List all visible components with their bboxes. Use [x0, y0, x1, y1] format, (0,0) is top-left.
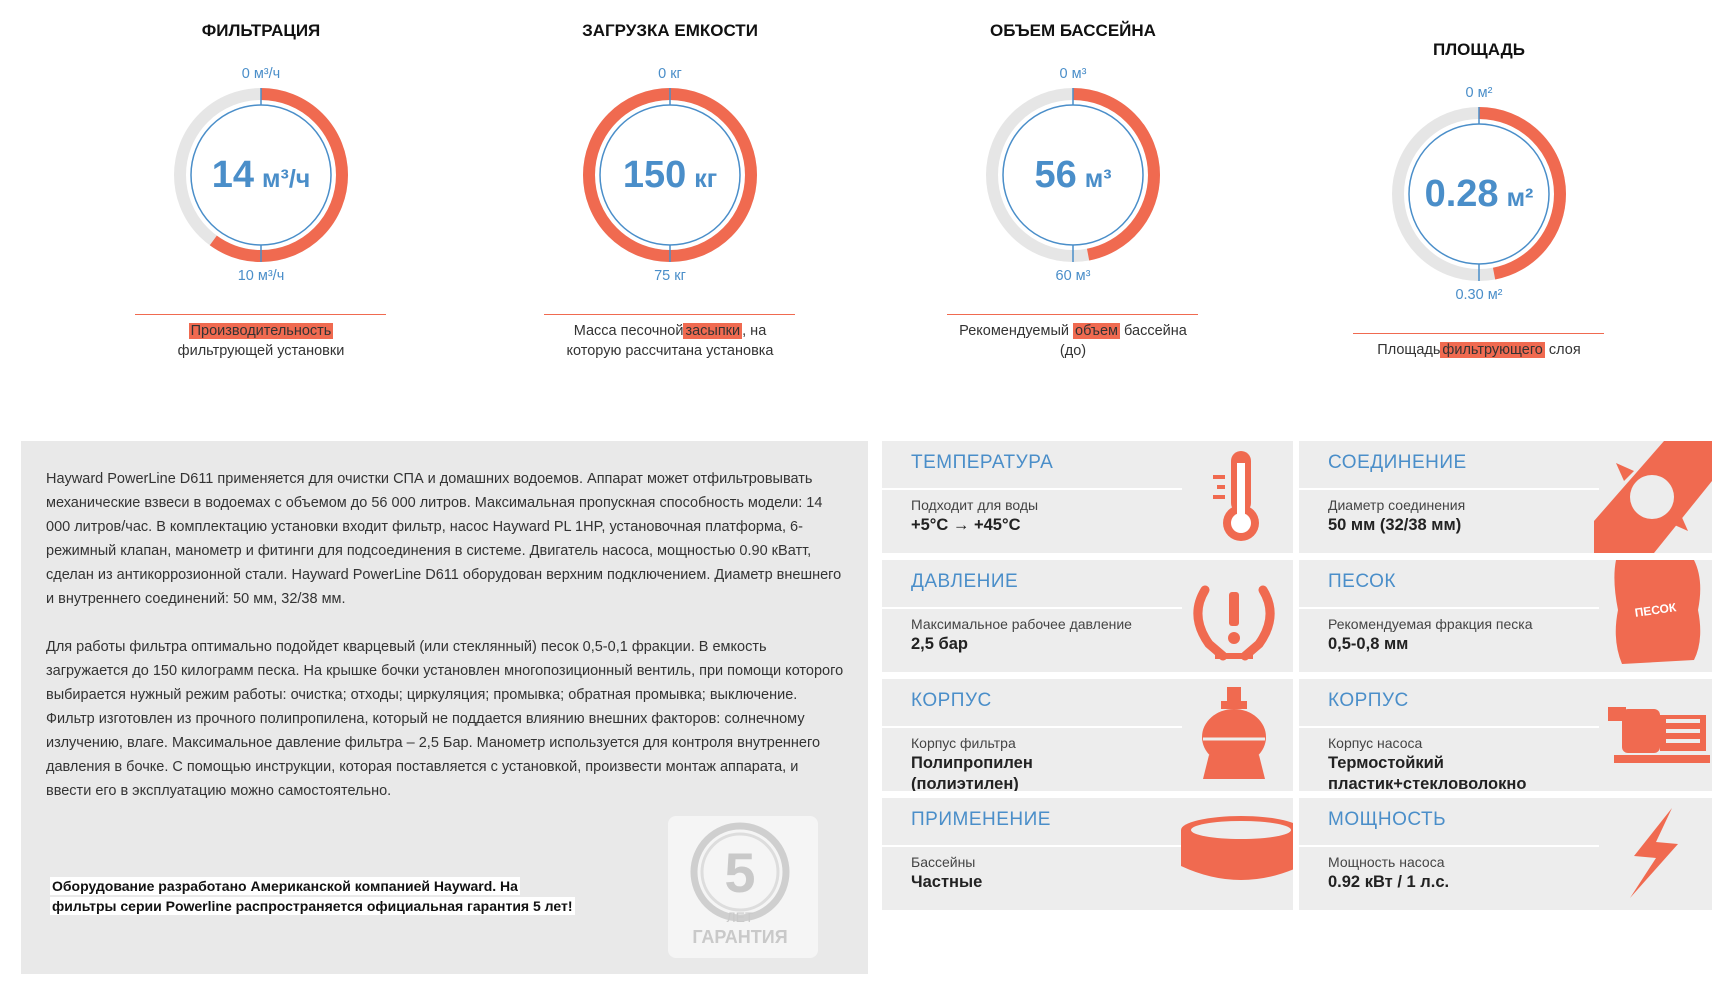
- warranty-badge-icon: [668, 816, 818, 958]
- gauge-min-label: 0 м²: [1465, 85, 1493, 101]
- lightning-icon: [1594, 798, 1712, 910]
- spec-card-connection: [1299, 441, 1712, 553]
- gauge-max-label: 75 кг: [654, 268, 686, 284]
- spec-card-pump-body: [1299, 679, 1712, 791]
- spec-divider: [882, 845, 1182, 847]
- warranty-badge: [668, 816, 818, 958]
- gauge-dial: [1349, 77, 1609, 311]
- spec-divider: [882, 488, 1182, 490]
- gauge-area: [1349, 0, 1609, 370]
- spec-title: ТЕМПЕРАТУРА: [911, 452, 1054, 473]
- svg-text:ЛЕТ: ЛЕТ: [726, 909, 754, 925]
- pump-icon: [1594, 679, 1712, 791]
- svg-text:ПЕСОК: ПЕСОК: [1633, 600, 1678, 620]
- pressure-warning-icon: [1175, 560, 1293, 672]
- thermometer-icon: [1175, 441, 1293, 553]
- gauge-dial: [943, 58, 1203, 292]
- pool-icon: [1175, 798, 1293, 910]
- spec-label: Корпус фильтра: [911, 735, 1016, 751]
- spec-title: КОРПУС: [911, 690, 992, 711]
- highlight: Производительность: [190, 323, 332, 339]
- gauge-filtration: [131, 0, 391, 370]
- pipe-connection-icon: [1594, 441, 1712, 553]
- gauge-dial: [540, 58, 800, 292]
- gauge-divider: [947, 314, 1198, 315]
- spec-label: Диаметр соединения: [1328, 497, 1466, 513]
- gauge-max-label: 0.30 м²: [1455, 287, 1503, 303]
- spec-value: 0,5-0,8 мм: [1328, 635, 1409, 653]
- gauge-dial: [131, 58, 391, 292]
- spec-title: ДАВЛЕНИЕ: [911, 571, 1019, 592]
- svg-text:5: 5: [724, 841, 756, 904]
- description-paragraph-1: Hayward PowerLine D611 применяется для очистки СПА и домашних водоемов. Аппарат может отфильтровывать механические взвеси в водоемах с объемом до 56 000 литров. Максимальная пропускная способность модели: 14 000 литров/час. В комплектацию установки входит фильтр, насос Hayward PL 1HP, установочная платформа, 6-режимный клапан, манометр и фитинги для подсоединения в системе. Двигатель насоса, мощностью 0.90 кВатт, сделан из антикоррозионной стали. Hayward PowerLine D611 оборудован верхним подключением. Диаметр внешнего и внутреннего соединений: 50 мм, 32/38 мм.: [46, 471, 842, 607]
- spec-label: Максимальное рабочее давление: [911, 616, 1132, 632]
- spec-label: Мощность насоса: [1328, 854, 1445, 870]
- gauge-value: 14 м³/ч: [211, 154, 311, 196]
- gauge-min-label: 0 кг: [658, 66, 682, 82]
- spec-value: 2,5 бар: [911, 635, 968, 653]
- spec-label: Подходит для воды: [911, 497, 1039, 513]
- gauge-value: 56 м³: [1034, 154, 1112, 196]
- spec-title: КОРПУС: [1328, 690, 1409, 711]
- gauge-description: Производительность фильтрующей установки: [177, 323, 345, 359]
- spec-title: ПРИМЕНЕНИЕ: [911, 809, 1051, 830]
- gauge-min-label: 0 м³: [1059, 66, 1087, 82]
- spec-title: МОЩНОСТЬ: [1328, 809, 1447, 830]
- spec-divider: [1299, 607, 1599, 609]
- gauge-title: ПЛОЩАДЬ: [1433, 40, 1525, 59]
- spec-card-pressure: [882, 560, 1293, 672]
- spec-label: Бассейны: [911, 854, 976, 870]
- filter-tank-icon: [1175, 679, 1293, 791]
- description-panel: [21, 441, 868, 974]
- gauge-divider: [544, 314, 795, 315]
- svg-text:ГАРАНТИЯ: ГАРАНТИЯ: [692, 927, 788, 947]
- warranty-note: Оборудование разработано Американской компанией Hayward. На фильтры серии Powerline распространяется официальная гарантия 5 лет!: [52, 878, 573, 914]
- highlight: фильтрующего: [1442, 342, 1543, 358]
- gauge-min-label: 0 м³/ч: [241, 66, 281, 82]
- highlight: объем: [1075, 323, 1118, 339]
- spec-value: +5°C → +45°C: [911, 516, 1021, 534]
- spec-value: Полипропилен (полиэтилен): [911, 754, 1033, 791]
- spec-label: Рекомендуемая фракция песка: [1328, 616, 1533, 632]
- gauge-description: Масса песочной засыпки , на которую рассчитана установка: [566, 323, 774, 359]
- gauge-title: ФИЛЬТРАЦИЯ: [201, 21, 321, 40]
- gauge-description: Площадь фильтрующего слоя: [1377, 342, 1581, 358]
- gauge-divider: [1353, 333, 1604, 334]
- sand-bag-icon: [1594, 560, 1712, 672]
- gauge-max-label: 60 м³: [1055, 268, 1091, 284]
- gauge-pool-volume: [943, 0, 1203, 370]
- spec-card-filter-body: [882, 679, 1293, 791]
- spec-divider: [1299, 488, 1599, 490]
- gauge-load: [540, 0, 800, 370]
- gauge-title: ОБЪЕМ БАССЕЙНА: [990, 21, 1156, 40]
- gauge-description: Рекомендуемый объем бассейна (до): [959, 323, 1187, 359]
- spec-card-power: [1299, 798, 1712, 910]
- gauge-title: ЗАГРУЗКА ЕМКОСТИ: [582, 21, 758, 40]
- highlight: засыпки: [685, 323, 741, 339]
- gauge-value: 0.28 м²: [1424, 173, 1534, 215]
- spec-title: ПЕСОК: [1328, 571, 1396, 592]
- spec-value: Частные: [911, 873, 983, 891]
- spec-divider: [1299, 845, 1599, 847]
- gauge-value: 150 кг: [622, 154, 718, 196]
- gauge-max-label: 10 м³/ч: [237, 268, 285, 284]
- spec-value: 0.92 кВт / 1 л.с.: [1328, 873, 1450, 891]
- spec-card-application: [882, 798, 1293, 910]
- spec-card-sand: [1299, 560, 1712, 672]
- spec-divider: [882, 726, 1182, 728]
- spec-title: СОЕДИНЕНИЕ: [1328, 452, 1467, 473]
- gauge-divider: [135, 314, 386, 315]
- spec-value: Термостойкий пластик+стекловолокно: [1328, 754, 1527, 791]
- spec-divider: [1299, 726, 1599, 728]
- description-paragraph-2: Для работы фильтра оптимально подойдет кварцевый (или стеклянный) песок 0,5-0,1 фракции. В емкость загружается до 150 килограмм песка. На крышке бочки установлен многопозиционный вентиль, при помощи которого выбирается нужный режим работы: очистка; отходы; циркуляция; промывка; обратная промывка; выключение. Фильтр изготовлен из прочного полипропилена, который не поддается влиянию внешних факторов: солнечному излучению, влаге. Максимальное давление фильтра – 2,5 Бар. Манометр используется для контроля внутреннего давления в бочке. С помощью инструкции, которая поставляется с установкой, произвести монтаж аппарата, и ввести его в эксплуатацию можно самостоятельно.: [46, 639, 844, 799]
- spec-label: Корпус насоса: [1328, 735, 1423, 751]
- spec-value: 50 мм (32/38 мм): [1328, 516, 1462, 534]
- spec-divider: [882, 607, 1182, 609]
- spec-card-temperature: [882, 441, 1293, 553]
